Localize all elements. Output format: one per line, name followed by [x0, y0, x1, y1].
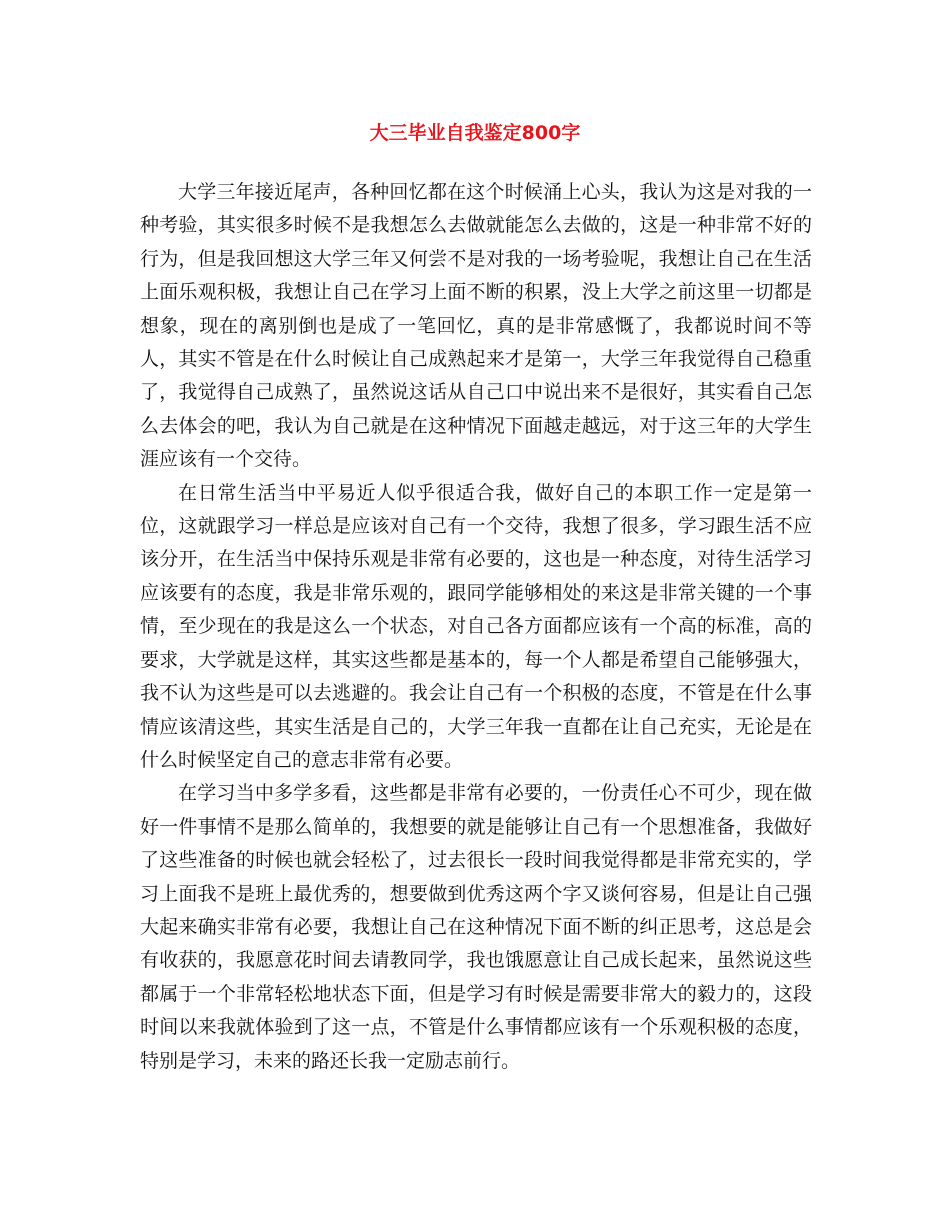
- paragraph-1: 大学三年接近尾声，各种回忆都在这个时候涌上心头，我认为这是对我的一种考验，其实很多时候不是我想怎么去做就能怎么去做的，这是一种非常不好的行为，但是我回想这大学三年又何尝不是对我的一场考验呢，我想让自己在生活上面乐观积极，我想让自己在学习上面不断的积累，没上大学之前这里一切都是想象，现在的离别倒也是成了一笔回忆，真的是非常感慨了，我都说时间不等人，其实不管是在什么时候让自己成熟起来才是第一，大学三年我觉得自己稳重了，我觉得自己成熟了，虽然说这话从自己口中说出来不是很好，其实看自己怎么去体会的吧，我认为自己就是在这种情况下面越走越远，对于这三年的大学生涯应该有一个交待。: [140, 181, 812, 471]
- paragraph-3: 在学习当中多学多看，这些都是非常有必要的，一份责任心不可少，现在做好一件事情不是那么简单的，我想要的就是能够让自己有一个思想准备，我做好了这些准备的时候也就会轻松了，过去很长一段时间我觉得都是非常充实的，学习上面我不是班上最优秀的，想要做到优秀这两个字又谈何容易，但是让自己强大起来确实非常有必要，我想让自己在这种情况下面不断的纠正思考，这总是会有收获的，我愿意花时间去请教同学，我也饿愿意让自己成长起来，虽然说这些都属于一个非常轻松地状态下面，但是学习有时候是需要非常大的毅力的，这段时间以来我就体验到了这一点，不管是什么事情都应该有一个乐观积极的态度，特别是学习，未来的路还长我一定励志前行。: [140, 782, 812, 1072]
- document-body: [140, 176, 812, 1078]
- paragraph-2: 在日常生活当中平易近人似乎很适合我，做好自己的本职工作一定是第一位，这就跟学习一样总是应该对自己有一个交待，我想了很多，学习跟生活不应该分开，在生活当中保持乐观是非常有必要的，这也是一种态度，对待生活学习应该要有的态度，我是非常乐观的，跟同学能够相处的来这是非常关键的一个事情，至少现在的我是这么一个状态，对自己各方面都应该有一个高的标准，高的要求，大学就是这样，其实这些都是基本的，每一个人都是希望自己能够强大，我不认为这些是可以去逃避的。我会让自己有一个积极的态度，不管是在什么事情应该清这些，其实生活是自己的，大学三年我一直都在让自己充实，无论是在什么时候坚定自己的意志非常有必要。: [140, 481, 812, 771]
- document-title: 大三毕业自我鉴定800字: [369, 122, 581, 144]
